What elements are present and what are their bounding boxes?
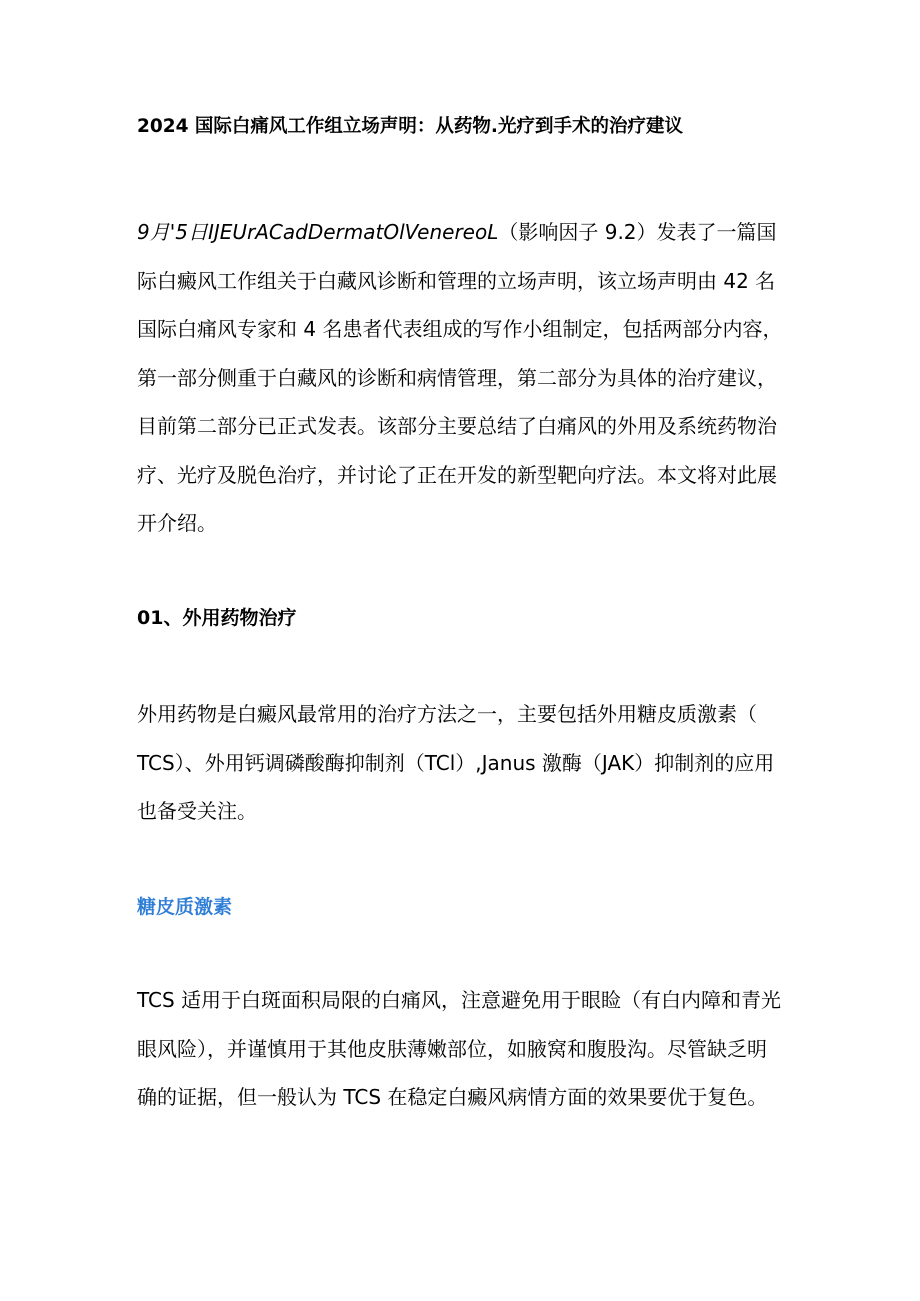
document-title: 2024 国际白痛风工作组立场声明：从药物.光疗到手术的治疗建议 [137, 116, 683, 137]
intro-line: 国际白痛风专家和 4 名患者代表组成的写作小组制定，包括两部分内容， [137, 317, 783, 341]
intro-line: 9月'5日IJEUrACadDermatOlVenereoL（影响因子 9.2）发表了一篇国 [137, 220, 777, 244]
corticosteroid-line: TCS 适用于白斑面积局限的白痛风，注意避免用于眼睑（有白内障和青光 [137, 988, 782, 1012]
intro-line: 际白癜风工作组关于白藏风诊断和管理的立场声明，该立场声明由 42 名 [137, 268, 776, 293]
journal-reference: 9月'5日IJEUrACadDermatOlVenereoL [137, 220, 499, 244]
topical-line: 外用药物是白癜风最常用的治疗方法之一，主要包括外用糖皮质激素（ [137, 702, 757, 726]
corticosteroid-line: 确的证据，但一般认为 TCS 在稳定白癜风病情方面的效果要优于复色。 [137, 1085, 768, 1109]
topical-line: TCS）、外用钙调磷酸酶抑制剂（TCl）,Janus 激酶（JAK）抑制剂的应用 [137, 750, 775, 775]
topical-paragraph [137, 690, 797, 836]
corticosteroid-paragraph [137, 976, 797, 1122]
intro-line: 第一部分侧重于白藏风的诊断和病情管理，第二部分为具体的治疗建议， [137, 365, 777, 390]
topical-line: 也备受关注。 [137, 799, 257, 823]
intro-line: 开介绍。 [137, 511, 217, 535]
intro-paragraph [137, 208, 797, 548]
intro-line: 目前第二部分已正式发表。该部分主要总结了白痛风的外用及系统药物治 [137, 414, 777, 438]
section-heading-topical: 01、外用药物治疗 [137, 607, 297, 629]
intro-line: 疗、光疗及脱色治疗，并讨论了正在开发的新型靶向疗法。本文将对此展 [137, 462, 777, 487]
corticosteroid-line: 眼风险），并谨慎用于其他皮肤薄嫩部位，如腋窝和腹股沟。尽管缺乏明 [137, 1036, 767, 1061]
subsection-heading-corticosteroids: 糖皮质激素 [137, 896, 233, 918]
